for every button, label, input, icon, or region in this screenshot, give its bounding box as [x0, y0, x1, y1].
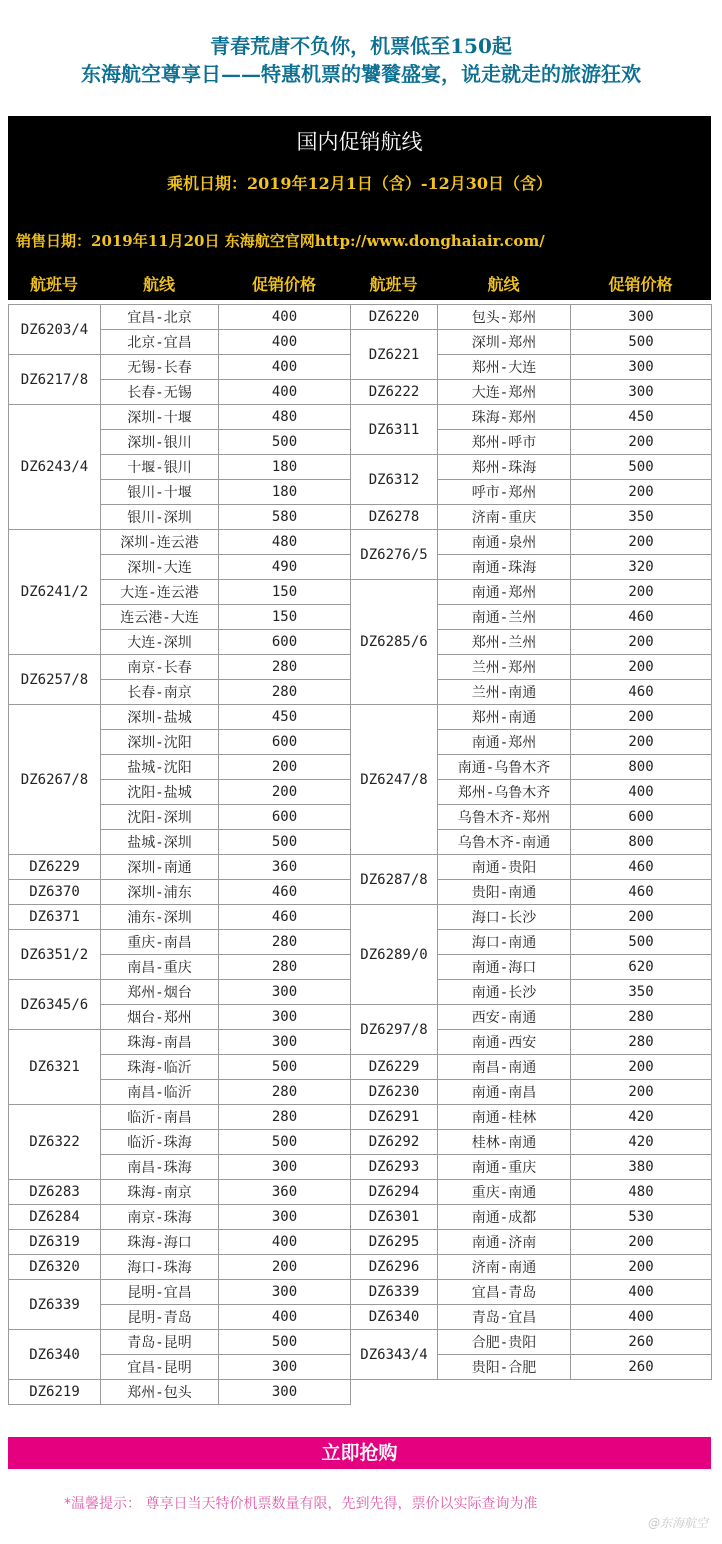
table-row	[9, 1030, 351, 1055]
flight-number: DZ6312	[351, 455, 438, 505]
table-row	[351, 1055, 712, 1080]
route: 深圳-盐城	[101, 705, 219, 730]
price: 800	[571, 755, 712, 780]
route: 深圳-郑州	[438, 330, 571, 355]
price: 200	[571, 905, 712, 930]
route: 乌鲁木齐-南通	[438, 830, 571, 855]
price: 280	[219, 1105, 351, 1130]
route: 珠海-海口	[101, 1230, 219, 1255]
table-row	[9, 855, 351, 880]
price: 300	[219, 1355, 351, 1380]
route: 桂林-南通	[438, 1130, 571, 1155]
price: 400	[571, 1280, 712, 1305]
price: 400	[571, 780, 712, 805]
route: 深圳-南通	[101, 855, 219, 880]
price: 150	[219, 580, 351, 605]
route: 宜昌-昆明	[101, 1355, 219, 1380]
route: 南通-海口	[438, 955, 571, 980]
table-row	[351, 1255, 712, 1280]
route: 昆明-青岛	[101, 1305, 219, 1330]
table-row	[351, 305, 712, 330]
flight-number: DZ6247/8	[351, 705, 438, 855]
price: 200	[219, 1255, 351, 1280]
route: 郑州-烟台	[101, 980, 219, 1005]
route: 南通-泉州	[438, 530, 571, 555]
route: 珠海-南昌	[101, 1030, 219, 1055]
price: 300	[219, 1030, 351, 1055]
table-row	[9, 1280, 351, 1305]
flight-number: DZ6371	[9, 905, 101, 930]
route: 青岛-宜昌	[438, 1305, 571, 1330]
price: 380	[571, 1155, 712, 1180]
route: 南通-西安	[438, 1030, 571, 1055]
price: 300	[219, 1380, 351, 1405]
route: 连云港-大连	[101, 605, 219, 630]
flight-number: DZ6294	[351, 1180, 438, 1205]
table-row	[9, 980, 351, 1005]
route: 深圳-银川	[101, 430, 219, 455]
flight-number: DZ6319	[9, 1230, 101, 1255]
price: 530	[571, 1205, 712, 1230]
table-row	[351, 1305, 712, 1330]
table-row	[9, 1255, 351, 1280]
route: 兰州-南通	[438, 680, 571, 705]
col-header-route-left: 航线	[142, 275, 175, 294]
flight-number: DZ6322	[9, 1105, 101, 1180]
price: 300	[219, 980, 351, 1005]
table-row	[351, 1155, 712, 1180]
table-row	[9, 1230, 351, 1255]
table-row	[351, 405, 712, 430]
price: 480	[219, 530, 351, 555]
price: 500	[219, 1130, 351, 1155]
route: 南通-桂林	[438, 1105, 571, 1130]
route: 郑州-珠海	[438, 455, 571, 480]
flight-number: DZ6241/2	[9, 530, 101, 655]
route: 郑州-乌鲁木齐	[438, 780, 571, 805]
flight-number: DZ6345/6	[9, 980, 101, 1030]
flight-number: DZ6340	[351, 1305, 438, 1330]
route: 珠海-南京	[101, 1180, 219, 1205]
table-row	[351, 580, 712, 605]
route: 郑州-呼市	[438, 430, 571, 455]
table-row	[351, 455, 712, 480]
price: 400	[219, 1230, 351, 1255]
route: 深圳-浦东	[101, 880, 219, 905]
table-row	[9, 930, 351, 955]
flight-number: DZ6221	[351, 330, 438, 380]
route: 浦东-深圳	[101, 905, 219, 930]
route: 大连-连云港	[101, 580, 219, 605]
price: 200	[571, 480, 712, 505]
table-row	[9, 1180, 351, 1205]
price: 500	[571, 330, 712, 355]
flight-number: DZ6321	[9, 1030, 101, 1105]
flight-number: DZ6284	[9, 1205, 101, 1230]
price: 360	[219, 855, 351, 880]
flight-number: DZ6370	[9, 880, 101, 905]
price: 200	[571, 1055, 712, 1080]
price: 500	[219, 430, 351, 455]
route: 南京-长春	[101, 655, 219, 680]
price: 200	[571, 655, 712, 680]
price: 400	[219, 305, 351, 330]
table-row	[9, 655, 351, 680]
price: 580	[219, 505, 351, 530]
route: 南通-南昌	[438, 1080, 571, 1105]
table-row	[9, 305, 351, 330]
panel-title: 国内促销航线	[296, 130, 423, 154]
sale-info: 销售日期：2019年11月20日 东海航空官网http://www.donghaiair.com/	[16, 232, 545, 250]
route: 青岛-昆明	[101, 1330, 219, 1355]
price: 350	[571, 505, 712, 530]
price: 460	[571, 605, 712, 630]
table-row	[351, 1280, 712, 1305]
price: 460	[571, 855, 712, 880]
price: 200	[571, 530, 712, 555]
price: 200	[571, 730, 712, 755]
route: 重庆-南昌	[101, 930, 219, 955]
route: 临沂-珠海	[101, 1130, 219, 1155]
watermark: @东海航空	[647, 1516, 708, 1530]
flight-number: DZ6222	[351, 380, 438, 405]
price: 490	[219, 555, 351, 580]
col-header-route-right: 航线	[487, 275, 520, 294]
route: 宜昌-北京	[101, 305, 219, 330]
route: 昆明-宜昌	[101, 1280, 219, 1305]
table-row	[9, 405, 351, 430]
route: 深圳-大连	[101, 555, 219, 580]
table-row	[351, 905, 712, 930]
route: 南通-成都	[438, 1205, 571, 1230]
price: 400	[219, 330, 351, 355]
price: 280	[571, 1030, 712, 1055]
route: 南通-济南	[438, 1230, 571, 1255]
route: 合肥-贵阳	[438, 1330, 571, 1355]
table-row	[351, 330, 712, 355]
price: 260	[571, 1355, 712, 1380]
route: 南昌-重庆	[101, 955, 219, 980]
price: 300	[219, 1205, 351, 1230]
warm-tip: *温馨提示： 尊享日当天特价机票数量有限，先到先得，票价以实际查询为准	[64, 1496, 538, 1512]
flight-number: DZ6351/2	[9, 930, 101, 980]
price: 280	[571, 1005, 712, 1030]
flight-number: DZ6243/4	[9, 405, 101, 530]
route: 重庆-南通	[438, 1180, 571, 1205]
flight-number: DZ6219	[9, 1380, 101, 1405]
table-row	[351, 1180, 712, 1205]
table-row	[9, 1105, 351, 1130]
route: 银川-深圳	[101, 505, 219, 530]
price: 200	[571, 430, 712, 455]
flight-number: DZ6203/4	[9, 305, 101, 355]
price: 200	[219, 780, 351, 805]
price: 300	[571, 380, 712, 405]
price: 280	[219, 930, 351, 955]
route: 银川-十堰	[101, 480, 219, 505]
route: 北京-宜昌	[101, 330, 219, 355]
table-row	[9, 1380, 351, 1405]
flight-number: DZ6229	[9, 855, 101, 880]
route: 包头-郑州	[438, 305, 571, 330]
price: 400	[571, 1305, 712, 1330]
route: 南通-长沙	[438, 980, 571, 1005]
table-row	[9, 905, 351, 930]
table-row	[351, 1130, 712, 1155]
route: 南通-珠海	[438, 555, 571, 580]
price: 420	[571, 1130, 712, 1155]
route: 南通-兰州	[438, 605, 571, 630]
price: 500	[219, 830, 351, 855]
price: 300	[571, 355, 712, 380]
route: 大连-深圳	[101, 630, 219, 655]
price: 280	[219, 680, 351, 705]
table-row	[351, 380, 712, 405]
route: 盐城-深圳	[101, 830, 219, 855]
route: 济南-重庆	[438, 505, 571, 530]
price: 200	[571, 580, 712, 605]
price: 200	[571, 705, 712, 730]
price: 320	[571, 555, 712, 580]
price: 460	[219, 905, 351, 930]
table-row	[351, 855, 712, 880]
route: 珠海-郑州	[438, 405, 571, 430]
route: 临沂-南昌	[101, 1105, 219, 1130]
price: 420	[571, 1105, 712, 1130]
route: 沈阳-盐城	[101, 780, 219, 805]
route: 贵阳-合肥	[438, 1355, 571, 1380]
price: 200	[571, 1255, 712, 1280]
flight-number: DZ6220	[351, 305, 438, 330]
price: 460	[571, 680, 712, 705]
flight-number: DZ6217/8	[9, 355, 101, 405]
route: 大连-郑州	[438, 380, 571, 405]
route: 郑州-包头	[101, 1380, 219, 1405]
route: 无锡-长春	[101, 355, 219, 380]
flight-number: DZ6229	[351, 1055, 438, 1080]
right-fares-table	[350, 304, 712, 1380]
table-row	[9, 1330, 351, 1355]
table-row	[351, 1080, 712, 1105]
price: 480	[219, 405, 351, 430]
route: 盐城-沈阳	[101, 755, 219, 780]
flight-number: DZ6285/6	[351, 580, 438, 705]
flight-number: DZ6257/8	[9, 655, 101, 705]
price: 400	[219, 1305, 351, 1330]
price: 260	[571, 1330, 712, 1355]
price: 350	[571, 980, 712, 1005]
price: 300	[219, 1155, 351, 1180]
route: 深圳-十堰	[101, 405, 219, 430]
price: 280	[219, 955, 351, 980]
flight-number: DZ6289/0	[351, 905, 438, 1005]
buy-now-button[interactable]: 立即抢购	[8, 1437, 711, 1469]
col-header-flight-left: 航班号	[29, 275, 78, 294]
route: 南通-郑州	[438, 730, 571, 755]
price: 800	[571, 830, 712, 855]
price: 460	[571, 880, 712, 905]
table-row	[351, 530, 712, 555]
route: 海口-南通	[438, 930, 571, 955]
price: 200	[571, 630, 712, 655]
route: 贵阳-南通	[438, 880, 571, 905]
price: 450	[219, 705, 351, 730]
price: 400	[219, 380, 351, 405]
price: 600	[219, 730, 351, 755]
price: 180	[219, 455, 351, 480]
table-row	[9, 880, 351, 905]
route: 深圳-连云港	[101, 530, 219, 555]
price: 360	[219, 1180, 351, 1205]
flight-number: DZ6230	[351, 1080, 438, 1105]
table-row	[9, 530, 351, 555]
flight-number: DZ6292	[351, 1130, 438, 1155]
route: 兰州-郑州	[438, 655, 571, 680]
price: 280	[219, 1080, 351, 1105]
price: 500	[219, 1055, 351, 1080]
route: 长春-南京	[101, 680, 219, 705]
flight-number: DZ6311	[351, 405, 438, 455]
table-row	[9, 355, 351, 380]
flight-number: DZ6340	[9, 1330, 101, 1380]
route: 海口-长沙	[438, 905, 571, 930]
flight-number: DZ6287/8	[351, 855, 438, 905]
price: 480	[571, 1180, 712, 1205]
route: 西安-南通	[438, 1005, 571, 1030]
price: 300	[219, 1280, 351, 1305]
table-row	[351, 1005, 712, 1030]
flight-number: DZ6278	[351, 505, 438, 530]
route: 南通-重庆	[438, 1155, 571, 1180]
route: 南通-郑州	[438, 580, 571, 605]
price: 200	[571, 1080, 712, 1105]
route: 郑州-大连	[438, 355, 571, 380]
price: 600	[571, 805, 712, 830]
price: 600	[219, 630, 351, 655]
route: 长春-无锡	[101, 380, 219, 405]
price: 620	[571, 955, 712, 980]
route: 深圳-沈阳	[101, 730, 219, 755]
route: 乌鲁木齐-郑州	[438, 805, 571, 830]
headline-event: 东海航空尊享日——特惠机票的饕餮盛宴，说走就走的旅游狂欢	[81, 62, 641, 86]
route: 十堰-银川	[101, 455, 219, 480]
table-row	[351, 1330, 712, 1355]
col-header-price-right: 促销价格	[608, 275, 673, 294]
flight-number: DZ6283	[9, 1180, 101, 1205]
price: 500	[571, 930, 712, 955]
route: 呼市-郑州	[438, 480, 571, 505]
table-row	[351, 1230, 712, 1255]
table-row	[351, 1205, 712, 1230]
col-header-flight-right: 航班号	[369, 275, 418, 294]
headline-promo: 青春荒唐不负你，机票低至150起	[210, 34, 512, 58]
flight-number: DZ6297/8	[351, 1005, 438, 1055]
route: 烟台-郑州	[101, 1005, 219, 1030]
route: 珠海-临沂	[101, 1055, 219, 1080]
price: 460	[219, 880, 351, 905]
price: 200	[571, 1230, 712, 1255]
price: 500	[571, 455, 712, 480]
flight-number: DZ6301	[351, 1205, 438, 1230]
table-row	[351, 705, 712, 730]
price: 300	[219, 1005, 351, 1030]
price: 200	[219, 755, 351, 780]
flight-number: DZ6295	[351, 1230, 438, 1255]
price: 300	[571, 305, 712, 330]
route: 南通-乌鲁木齐	[438, 755, 571, 780]
route: 南昌-临沂	[101, 1080, 219, 1105]
flight-number: DZ6296	[351, 1255, 438, 1280]
table-row	[351, 505, 712, 530]
flight-number: DZ6320	[9, 1255, 101, 1280]
route: 济南-南通	[438, 1255, 571, 1280]
flight-number: DZ6293	[351, 1155, 438, 1180]
flight-number: DZ6343/4	[351, 1330, 438, 1380]
price: 600	[219, 805, 351, 830]
table-row	[9, 705, 351, 730]
flight-number: DZ6276/5	[351, 530, 438, 580]
route: 海口-珠海	[101, 1255, 219, 1280]
price: 150	[219, 605, 351, 630]
table-row	[351, 1105, 712, 1130]
price: 450	[571, 405, 712, 430]
price: 180	[219, 480, 351, 505]
flight-number: DZ6267/8	[9, 705, 101, 855]
flight-number: DZ6291	[351, 1105, 438, 1130]
route: 宜昌-青岛	[438, 1280, 571, 1305]
flight-dates: 乘机日期：2019年12月1日（含）-12月30日（含）	[166, 174, 553, 193]
route: 南昌-南通	[438, 1055, 571, 1080]
col-header-price-left: 促销价格	[251, 275, 316, 294]
price: 400	[219, 355, 351, 380]
flight-number: DZ6339	[9, 1280, 101, 1330]
route: 沈阳-深圳	[101, 805, 219, 830]
route: 南昌-珠海	[101, 1155, 219, 1180]
route: 郑州-南通	[438, 705, 571, 730]
flight-number: DZ6339	[351, 1280, 438, 1305]
left-fares-table	[8, 304, 351, 1405]
table-row	[9, 1205, 351, 1230]
price: 500	[219, 1330, 351, 1355]
route: 郑州-兰州	[438, 630, 571, 655]
route: 南通-贵阳	[438, 855, 571, 880]
route: 南京-珠海	[101, 1205, 219, 1230]
price: 280	[219, 655, 351, 680]
